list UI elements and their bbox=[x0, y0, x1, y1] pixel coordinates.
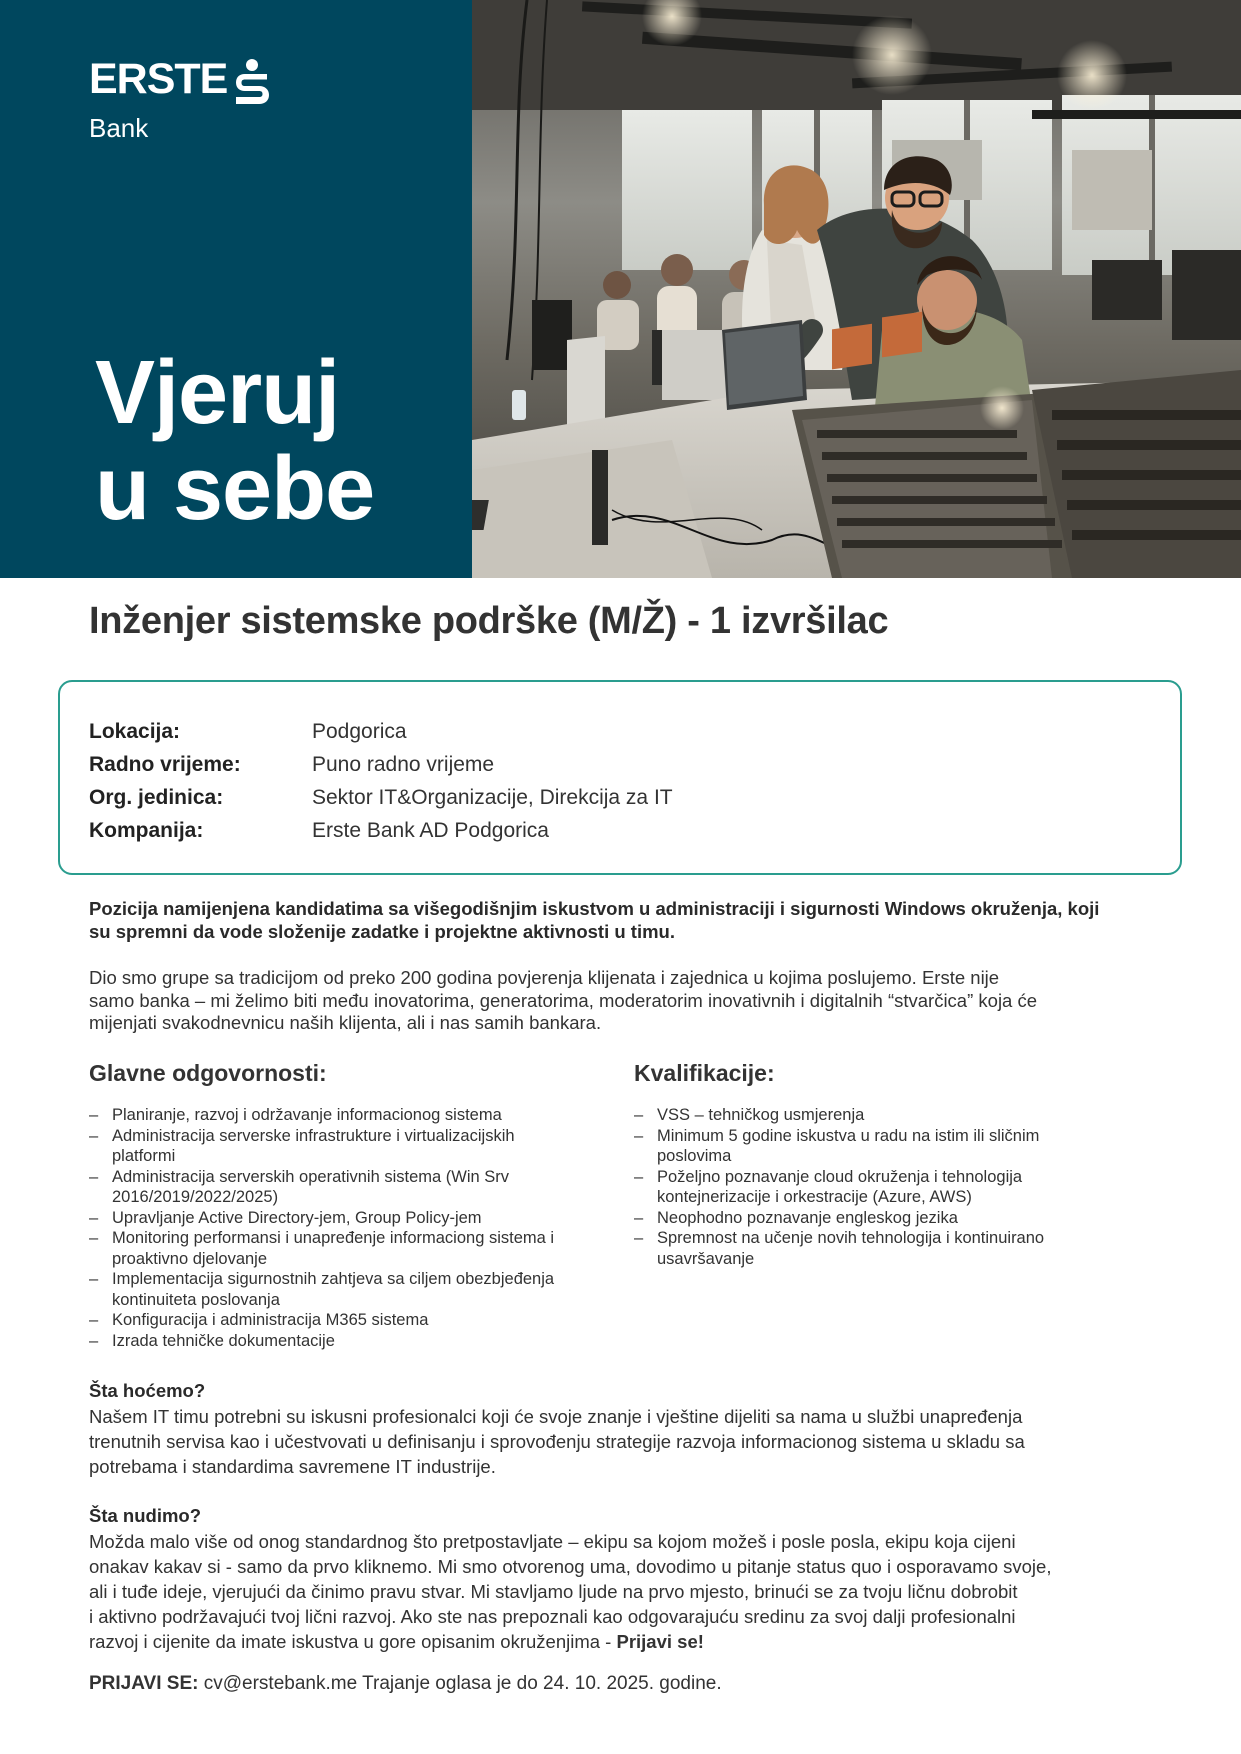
erste-logo[interactable] bbox=[89, 55, 271, 143]
deadline-text: Trajanje oglasa je do 24. 10. 2025. godine. bbox=[362, 1673, 722, 1694]
company-intro bbox=[89, 967, 1149, 1035]
detail-label: Radno vrijeme: bbox=[89, 753, 241, 776]
detail-value: Erste Bank AD Podgorica bbox=[312, 819, 549, 842]
apply-cta: Prijavi se! bbox=[616, 1631, 704, 1652]
company-intro-line: samo banka – mi želimo biti među inovatorima, generatorima, moderatorim inovativnih i digitalnih “stvarčica” koja će bbox=[89, 989, 1038, 1011]
logo-subtitle: Bank bbox=[89, 113, 149, 143]
list-item: – Minimum 5 godine iskustva u radu na istim ili sličnim poslovima bbox=[634, 1126, 1154, 1167]
apply-label: PRIJAVI SE: bbox=[89, 1673, 199, 1694]
detail-value: Puno radno vrijeme bbox=[312, 753, 495, 776]
list-item: – Administracija serverske infrastrukture i virtualizacijskih platformi bbox=[89, 1126, 619, 1167]
intro-summary-line: su spremni da vode složenije zadatke i projektne aktivnosti u timu. bbox=[89, 920, 675, 942]
detail-label: Kompanija: bbox=[89, 819, 204, 842]
logo-wordmark: ERSTE bbox=[89, 55, 228, 103]
apply-footer bbox=[89, 1673, 722, 1695]
company-intro-line: Dio smo grupe sa tradicijom od preko 200 godina povjerenja klijenata i zajednica u kojima poslujemo. Erste nije bbox=[89, 967, 1000, 988]
office-team-photo bbox=[472, 0, 1241, 578]
what-we-want-heading: Šta hoćemo? bbox=[89, 1380, 206, 1401]
headline bbox=[95, 345, 374, 537]
list-item: – Spremnost na učenje novih tehnologija i kontinuirano usavršavanje bbox=[634, 1228, 1154, 1269]
responsibilities-list bbox=[89, 1105, 619, 1351]
detail-label: Lokacija: bbox=[89, 720, 181, 743]
text-line: ali i tuđe ideje, vjerujući da činimo pravu stvar. Mi stavljamo ljude na prvo mjesto, brinući se za tvoju ličnu dobrobit bbox=[89, 1581, 1018, 1602]
detail-value: Podgorica bbox=[312, 720, 407, 743]
list-item: – VSS – tehničkog usmjerenja bbox=[634, 1105, 1154, 1126]
detail-label: Org. jedinica: bbox=[89, 786, 224, 809]
text-line: i aktivno podržavajući tvoj lični razvoj. Ako ste nas prepoznali kao odgovarajuću sredinu za svoj dalji profesionalni bbox=[89, 1606, 1016, 1627]
hero-brand-panel bbox=[0, 0, 472, 578]
list-item: – Administracija serverskih operativnih sistema (Win Srv 2016/2019/2022/2025) bbox=[89, 1167, 619, 1208]
list-item: – Izrada tehničke dokumentacije bbox=[89, 1331, 619, 1352]
qualifications-list bbox=[634, 1105, 1154, 1269]
qualifications-heading: Kvalifikacije: bbox=[634, 1060, 775, 1086]
job-title: Inženjer sistemske podrške (M/Ž) - 1 izvršilac bbox=[89, 600, 889, 642]
text-line: potrebama i standardima savremene IT industrije. bbox=[89, 1456, 496, 1477]
intro-summary-line: Pozicija namijenjena kandidatima sa višegodišnjim iskustvom u administraciji i sigurnosti Windows okruženja, koji bbox=[89, 898, 1100, 919]
text-line: onakav kakav si - samo da prvo kliknemo. Mi smo otvorenog uma, dovodimo u pitanje status quo i osporavamo svoje, bbox=[89, 1556, 1052, 1577]
what-we-offer-heading: Šta nudimo? bbox=[89, 1505, 202, 1526]
text-line: razvoj i cijenite da imate iskustva u gore opisanim okruženjima - Prijavi se! bbox=[89, 1631, 704, 1652]
what-we-offer-text bbox=[89, 1529, 1159, 1654]
detail-value: Sektor IT&Organizacije, Direkcija za IT bbox=[312, 786, 673, 809]
responsibilities-heading: Glavne odgovornosti: bbox=[89, 1060, 327, 1086]
list-item: – Upravljanje Active Directory-jem, Group Policy-jem bbox=[89, 1208, 619, 1229]
list-item: – Neophodno poznavanje engleskog jezika bbox=[634, 1208, 1154, 1229]
headline-line-2: u sebe bbox=[95, 439, 375, 539]
text-line: Možda malo više od onog standardnog što pretpostavljate – ekipu sa kojom možeš i posle posla, ekipu koja cijeni bbox=[89, 1531, 1016, 1552]
list-item: – Planiranje, razvoj i održavanje informacionog sistema bbox=[89, 1105, 619, 1126]
what-we-want-text bbox=[89, 1404, 1159, 1479]
text-line: Našem IT timu potrebni su iskusni profesionalci koji će svoje znanje i vještine dijeliti sa nama u službi unapređenja bbox=[89, 1406, 1023, 1427]
job-details-box bbox=[58, 680, 1182, 875]
list-item: – Poželjno poznavanje cloud okruženja i tehnologija kontejnerizacije i orkestracije (Azure, AWS) bbox=[634, 1167, 1154, 1208]
erste-s-icon bbox=[233, 58, 271, 115]
list-item: – Implementacija sigurnostnih zahtjeva sa ciljem obezbjeđenja kontinuiteta poslovanja bbox=[89, 1269, 619, 1310]
intro-summary bbox=[89, 898, 1149, 943]
headline-line-1: Vjeruj bbox=[95, 343, 340, 443]
company-intro-line: mijenjati svakodnevnicu naših klijenta, ali i nas samih bankara. bbox=[89, 1012, 602, 1033]
text-line: trenutnih servisa kao i učestvovati u definisanju i sprovođenju strategije razvoja informacionog sistema u skladu sa bbox=[89, 1431, 1025, 1452]
hero-banner bbox=[0, 0, 1241, 578]
apply-email-link[interactable]: cv@erstebank.me bbox=[203, 1673, 358, 1694]
list-item: – Konfiguracija i administracija M365 sistema bbox=[89, 1310, 619, 1331]
list-item: – Monitoring performansi i unapređenje informaciong sistema i proaktivno djelovanje bbox=[89, 1228, 619, 1269]
